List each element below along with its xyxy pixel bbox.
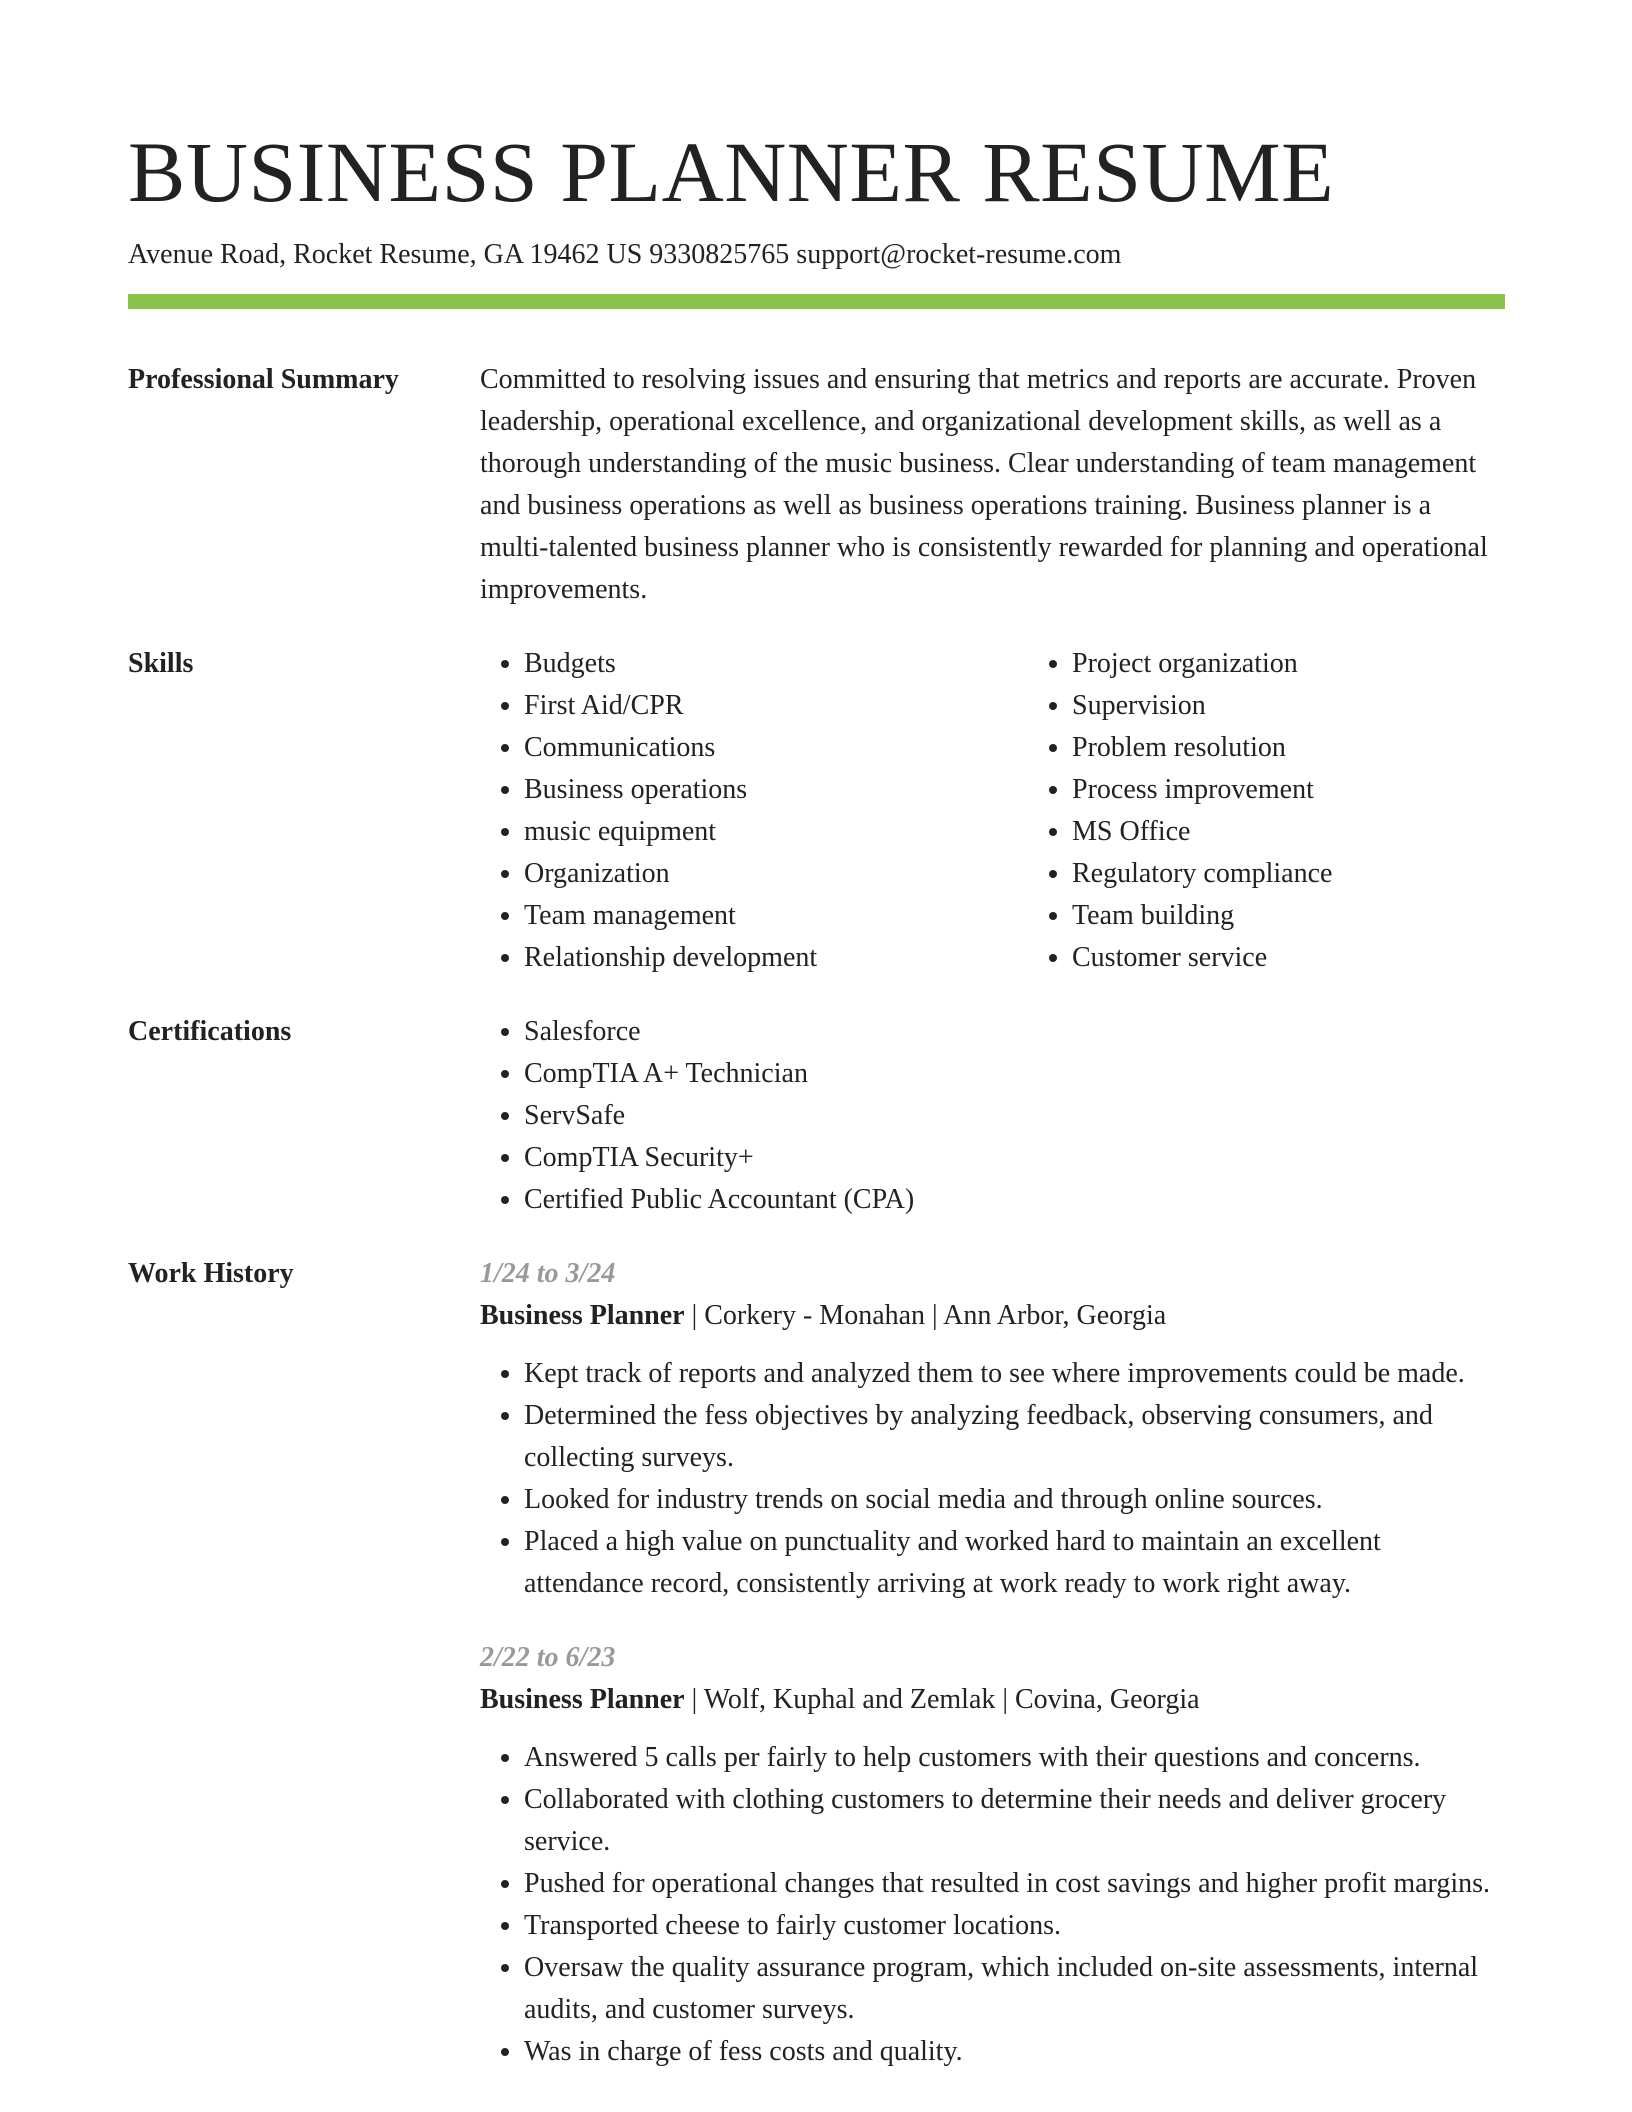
job-dates: 1/24 to 3/24: [480, 1258, 616, 1289]
skill-item: • Problem resolution: [1072, 727, 1576, 769]
certifications-body: [480, 1011, 1505, 1221]
skill-item: • Budgets: [524, 643, 1028, 685]
skill-item: • Relationship development: [524, 937, 1028, 979]
professional-summary-section: [128, 359, 1505, 611]
section-label-work-history: Work History: [128, 1258, 294, 1289]
skill-item: • music equipment: [524, 811, 1028, 853]
job-entry: [480, 1253, 1505, 1605]
certification-item: • CompTIA A+ Technician: [524, 1053, 1505, 1095]
summary-text: Committed to resolving issues and ensuring that metrics and reports are accurate. Proven leadership, operational excellence, and organizational development skills, as well as a thorough understanding of the music business. Clear understanding of team management and business operations as well as business operations training. Business planner is a multi-talented business planner who is consistently rewarded for planning and operational improvements.: [480, 364, 1488, 605]
resume-title: BUSINESS PLANNER RESUME: [128, 124, 1335, 220]
job-heading: [480, 1295, 1505, 1337]
skill-item: • Customer service: [1072, 937, 1576, 979]
skills-list-left: [480, 643, 1028, 979]
job-duty: • Kept track of reports and analyzed them to see where improvements could be made.: [524, 1353, 1505, 1395]
job-employer-location: | Wolf, Kuphal and Zemlak | Covina, Georgia: [684, 1684, 1200, 1715]
job-dates: 2/22 to 6/23: [480, 1642, 616, 1673]
certification-item: • ServSafe: [524, 1095, 1505, 1137]
job-employer-location: | Corkery - Monahan | Ann Arbor, Georgia: [684, 1300, 1167, 1331]
section-label-summary: Professional Summary: [128, 364, 399, 395]
certifications-list: [480, 1011, 1505, 1221]
section-label-certifications: Certifications: [128, 1016, 292, 1047]
skill-item: • Communications: [524, 727, 1028, 769]
job-title: Business Planner: [480, 1300, 685, 1331]
job-duty: • Pushed for operational changes that resulted in cost savings and higher profit margins.: [524, 1863, 1505, 1905]
skills-body: [480, 643, 1576, 979]
skill-item: • Team building: [1072, 895, 1576, 937]
skills-section: [128, 643, 1505, 979]
job-duty: • Looked for industry trends on social media and through online sources.: [524, 1479, 1505, 1521]
accent-divider: [128, 294, 1505, 309]
skill-item: • Regulatory compliance: [1072, 853, 1576, 895]
job-duties-list: [480, 1737, 1505, 2073]
section-label-skills: Skills: [128, 648, 194, 679]
work-history-body: [480, 1253, 1505, 2073]
skill-item: • Supervision: [1072, 685, 1576, 727]
certification-item: • CompTIA Security+: [524, 1137, 1505, 1179]
certification-item: • Salesforce: [524, 1011, 1505, 1053]
certifications-section: [128, 1011, 1505, 1221]
job-duty: • Collaborated with clothing customers to determine their needs and deliver grocery service.: [524, 1779, 1505, 1863]
resume-page: [128, 0, 1505, 2073]
skill-item: • Process improvement: [1072, 769, 1576, 811]
skill-item: • Organization: [524, 853, 1028, 895]
contact-line: Avenue Road, Rocket Resume, GA 19462 US 9330825765 support@rocket-resume.com: [128, 239, 1122, 270]
job-duties-list: [480, 1353, 1505, 1605]
skills-list-right: [1028, 643, 1576, 979]
skill-item: • Business operations: [524, 769, 1028, 811]
job-duty: • Oversaw the quality assurance program, which included on-site assessments, internal audits, and customer surveys.: [524, 1947, 1505, 2031]
skill-item: • Project organization: [1072, 643, 1576, 685]
job-entry: [480, 1637, 1505, 2073]
skill-item: • MS Office: [1072, 811, 1576, 853]
job-title: Business Planner: [480, 1684, 685, 1715]
skill-item: • Team management: [524, 895, 1028, 937]
skills-columns: [480, 643, 1576, 979]
job-duty: • Answered 5 calls per fairly to help customers with their questions and concerns.: [524, 1737, 1505, 1779]
skill-item: • First Aid/CPR: [524, 685, 1028, 727]
job-duty: • Determined the fess objectives by analyzing feedback, observing consumers, and collecting surveys.: [524, 1395, 1505, 1479]
job-duty: • Was in charge of fess costs and quality.: [524, 2031, 1505, 2073]
certification-item: • Certified Public Accountant (CPA): [524, 1179, 1505, 1221]
summary-body: [480, 359, 1505, 611]
work-history-section: [128, 1253, 1505, 2073]
job-duty: • Placed a high value on punctuality and worked hard to maintain an excellent attendance record, consistently arriving at work ready to work right away.: [524, 1521, 1505, 1605]
job-heading: [480, 1679, 1505, 1721]
job-duty: • Transported cheese to fairly customer locations.: [524, 1905, 1505, 1947]
